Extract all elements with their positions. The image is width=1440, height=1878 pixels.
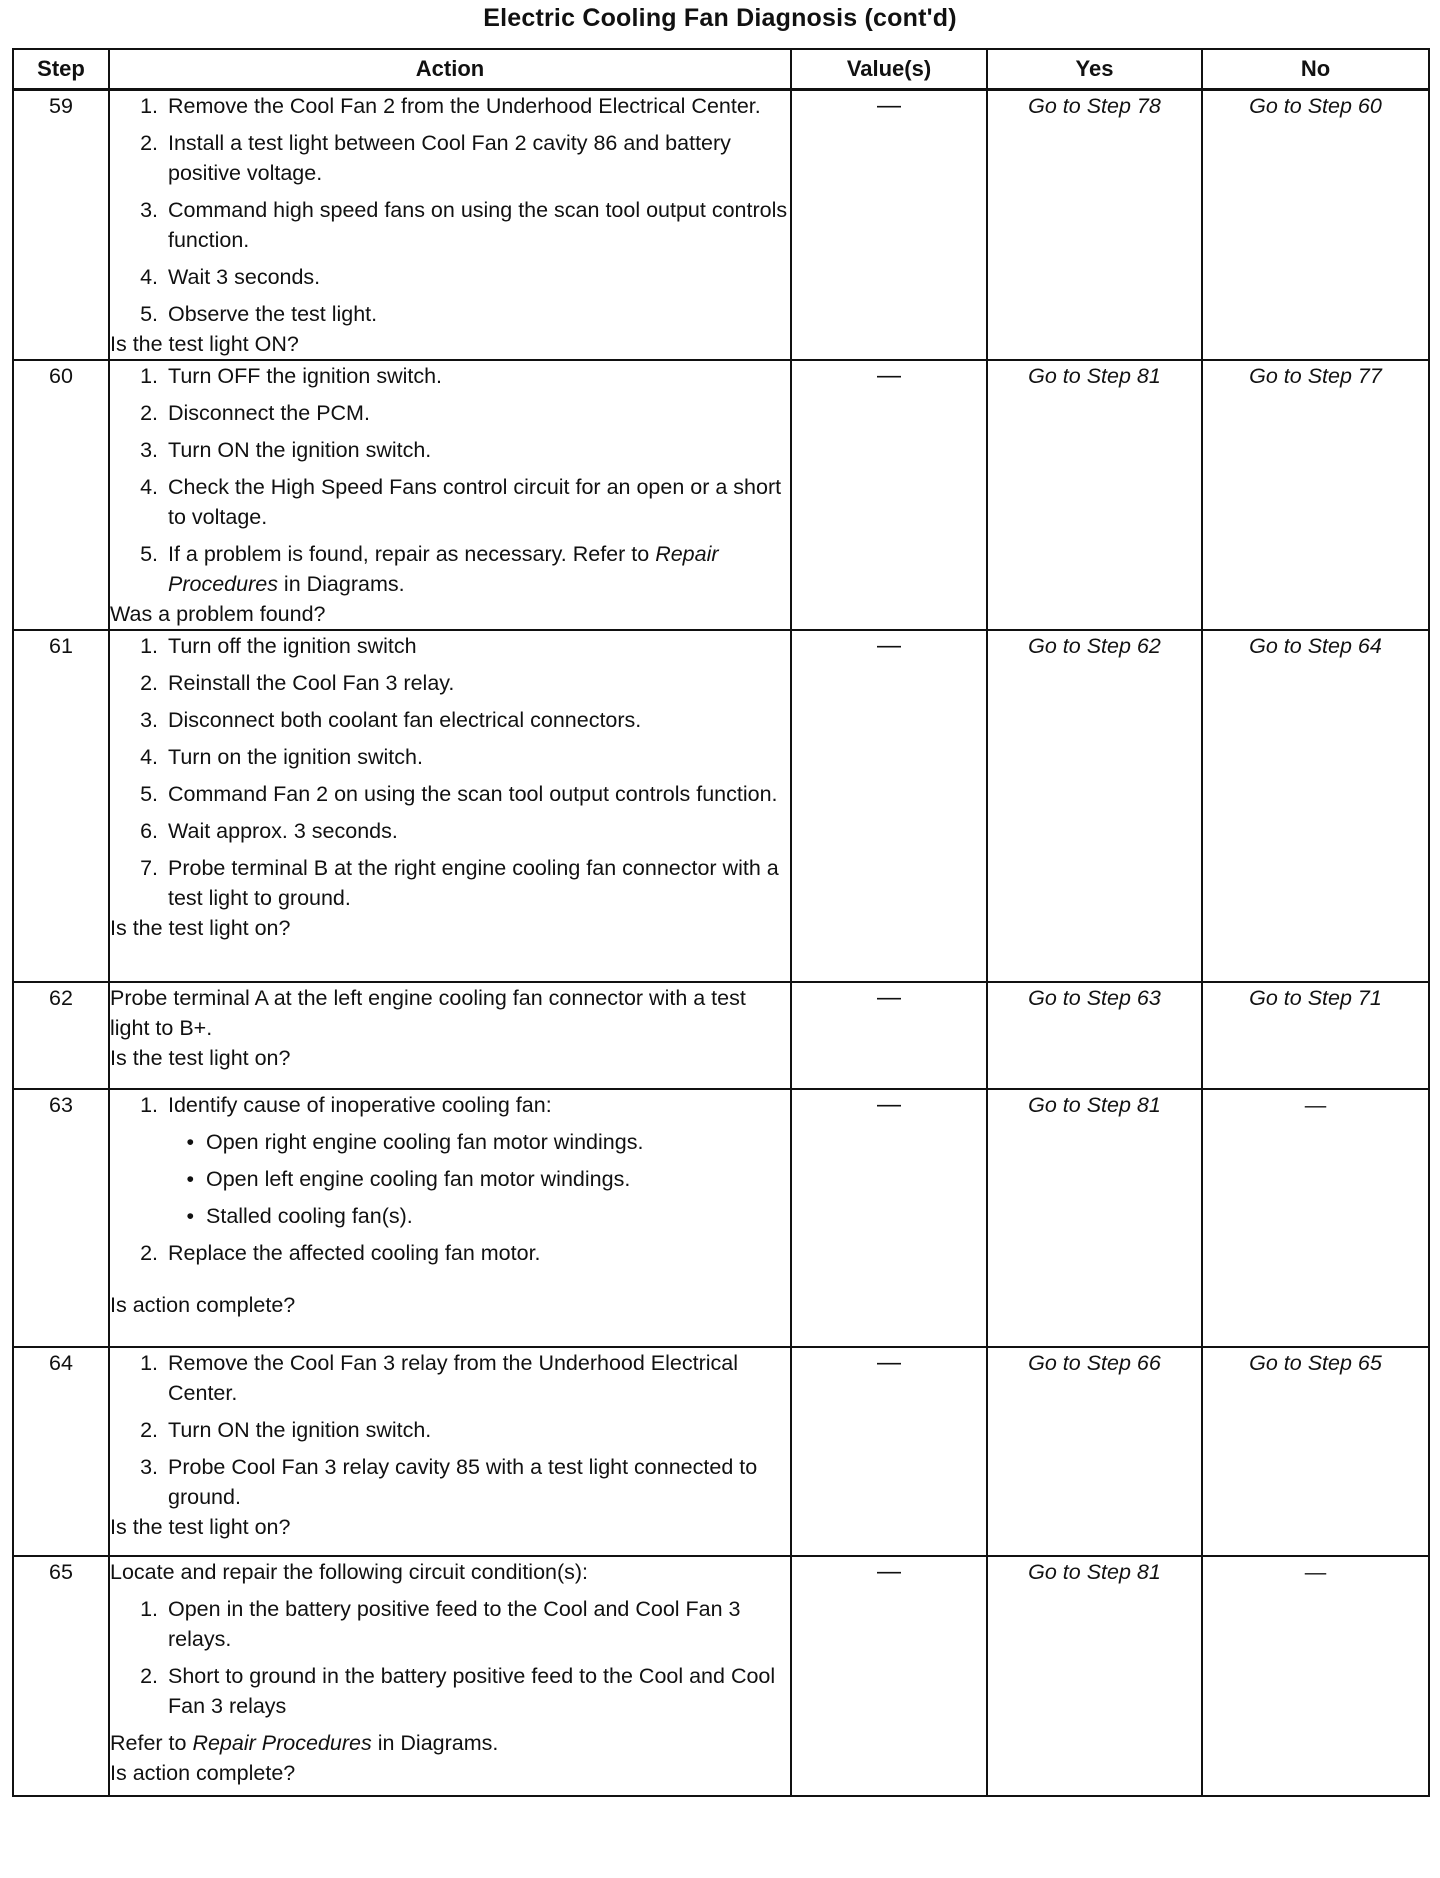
diagnosis-table bbox=[12, 48, 1430, 1797]
action-cell bbox=[109, 90, 791, 361]
yes-cell: Go to Step 62 bbox=[987, 630, 1202, 982]
page-title: Electric Cooling Fan Diagnosis (cont'd) bbox=[483, 4, 957, 32]
action-steps bbox=[110, 1090, 790, 1268]
action-intro: Locate and repair the following circuit condition(s): bbox=[110, 1560, 589, 1584]
list-item: 1. Remove the Cool Fan 2 from the Underhood Electrical Center. bbox=[140, 94, 761, 118]
value-cell: — bbox=[791, 630, 987, 982]
list-item: 3. Probe Cool Fan 3 relay cavity 85 with a test light connected to ground. bbox=[140, 1455, 758, 1509]
list-item: 4. Check the High Speed Fans control circuit for an open or a short to voltage. bbox=[140, 475, 782, 529]
action-reference: Refer to Repair Procedures in Diagrams. bbox=[110, 1731, 499, 1755]
action-question: Is the test light ON? bbox=[110, 332, 299, 356]
no-cell: — bbox=[1202, 1089, 1429, 1347]
step-number: 63 bbox=[13, 1089, 109, 1347]
action-question: Is the test light on? bbox=[110, 1515, 291, 1539]
action-question: Is the test light on? bbox=[110, 916, 291, 940]
action-question: Is the test light on? bbox=[110, 1046, 291, 1070]
table-row bbox=[13, 630, 1429, 982]
list-item: • Stalled cooling fan(s). bbox=[186, 1204, 413, 1228]
step-number: 60 bbox=[13, 360, 109, 630]
table-row bbox=[13, 1089, 1429, 1347]
list-item: 7. Probe terminal B at the right engine cooling fan connector with a test light to ground. bbox=[140, 856, 779, 910]
value-cell: — bbox=[791, 90, 987, 361]
table-row bbox=[13, 90, 1429, 361]
action-steps bbox=[110, 631, 790, 913]
list-item: 2. Turn ON the ignition switch. bbox=[140, 1418, 432, 1442]
header-no: No bbox=[1202, 49, 1429, 90]
list-item: 2. Short to ground in the battery positive feed to the Cool and Cool Fan 3 relays bbox=[140, 1664, 776, 1718]
header-yes: Yes bbox=[987, 49, 1202, 90]
list-item: 3. Command high speed fans on using the scan tool output controls function. bbox=[140, 198, 788, 252]
step-number: 59 bbox=[13, 90, 109, 361]
list-item: • Open right engine cooling fan motor windings. bbox=[186, 1130, 644, 1154]
list-item: 2. Disconnect the PCM. bbox=[140, 401, 370, 425]
list-item: 1. Turn off the ignition switch bbox=[140, 634, 417, 658]
repair-procedures-ref: Repair Procedures bbox=[192, 1731, 372, 1755]
step-number: 64 bbox=[13, 1347, 109, 1556]
no-cell: Go to Step 64 bbox=[1202, 630, 1429, 982]
table-row bbox=[13, 360, 1429, 630]
list-item: 5. If a problem is found, repair as necessary. Refer to Repair Procedures in Diagrams. bbox=[140, 542, 719, 596]
action-text: Probe terminal A at the left engine cooling fan connector with a test light to B+. bbox=[110, 986, 746, 1040]
no-cell: Go to Step 65 bbox=[1202, 1347, 1429, 1556]
action-steps bbox=[110, 361, 790, 599]
list-item: 4. Turn on the ignition switch. bbox=[140, 745, 423, 769]
action-cell bbox=[109, 360, 791, 630]
no-cell: — bbox=[1202, 1556, 1429, 1796]
list-item: 2. Reinstall the Cool Fan 3 relay. bbox=[140, 671, 455, 695]
cause-list bbox=[168, 1127, 790, 1231]
step-number: 65 bbox=[13, 1556, 109, 1796]
action-cell bbox=[109, 1556, 791, 1796]
step-number: 61 bbox=[13, 630, 109, 982]
value-cell: — bbox=[791, 982, 987, 1089]
action-steps bbox=[110, 91, 790, 329]
list-item: 3. Disconnect both coolant fan electrical connectors. bbox=[140, 708, 642, 732]
list-item: 1. Open in the battery positive feed to the Cool and Cool Fan 3 relays. bbox=[140, 1597, 741, 1651]
list-item: 1. Identify cause of inoperative cooling fan: • Open right engine cooling fan motor windings. • Open left engine cooling fan motor windings. • Stalled cooling fan(s). bbox=[110, 1090, 790, 1231]
list-item: 2. Install a test light between Cool Fan 2 cavity 86 and battery positive voltage. bbox=[140, 131, 731, 185]
no-cell: Go to Step 77 bbox=[1202, 360, 1429, 630]
header-step: Step bbox=[13, 49, 109, 90]
repair-procedures-ref: Repair Procedures bbox=[168, 542, 719, 596]
no-cell: Go to Step 60 bbox=[1202, 90, 1429, 361]
action-cell bbox=[109, 1089, 791, 1347]
list-item: 1. Remove the Cool Fan 3 relay from the Underhood Electrical Center. bbox=[140, 1351, 739, 1405]
list-item: 4. Wait 3 seconds. bbox=[140, 265, 321, 289]
action-question: Is action complete? bbox=[110, 1293, 296, 1317]
value-cell: — bbox=[791, 360, 987, 630]
table-row bbox=[13, 1347, 1429, 1556]
list-item: 3. Turn ON the ignition switch. bbox=[140, 438, 432, 462]
header-values: Value(s) bbox=[791, 49, 987, 90]
list-item: 6. Wait approx. 3 seconds. bbox=[140, 819, 398, 843]
yes-cell: Go to Step 66 bbox=[987, 1347, 1202, 1556]
list-item: 1. Turn OFF the ignition switch. bbox=[140, 364, 443, 388]
table-row bbox=[13, 982, 1429, 1089]
yes-cell: Go to Step 63 bbox=[987, 982, 1202, 1089]
action-steps bbox=[110, 1594, 790, 1721]
list-item: • Open left engine cooling fan motor windings. bbox=[186, 1167, 631, 1191]
list-item: 2. Replace the affected cooling fan motor. bbox=[140, 1241, 541, 1265]
table-row bbox=[13, 1556, 1429, 1796]
header-action: Action bbox=[109, 49, 791, 90]
action-cell bbox=[109, 982, 791, 1089]
action-question: Was a problem found? bbox=[110, 602, 326, 626]
table-header-row bbox=[13, 49, 1429, 90]
action-steps bbox=[110, 1348, 790, 1512]
list-item: 5. Observe the test light. bbox=[140, 302, 378, 326]
yes-cell: Go to Step 81 bbox=[987, 360, 1202, 630]
value-cell: — bbox=[791, 1556, 987, 1796]
yes-cell: Go to Step 81 bbox=[987, 1556, 1202, 1796]
action-cell bbox=[109, 1347, 791, 1556]
list-item: 5. Command Fan 2 on using the scan tool output controls function. bbox=[140, 782, 778, 806]
yes-cell: Go to Step 81 bbox=[987, 1089, 1202, 1347]
action-cell bbox=[109, 630, 791, 982]
value-cell: — bbox=[791, 1347, 987, 1556]
yes-cell: Go to Step 78 bbox=[987, 90, 1202, 361]
value-cell: — bbox=[791, 1089, 987, 1347]
action-question: Is action complete? bbox=[110, 1761, 296, 1785]
step-number: 62 bbox=[13, 982, 109, 1089]
no-cell: Go to Step 71 bbox=[1202, 982, 1429, 1089]
